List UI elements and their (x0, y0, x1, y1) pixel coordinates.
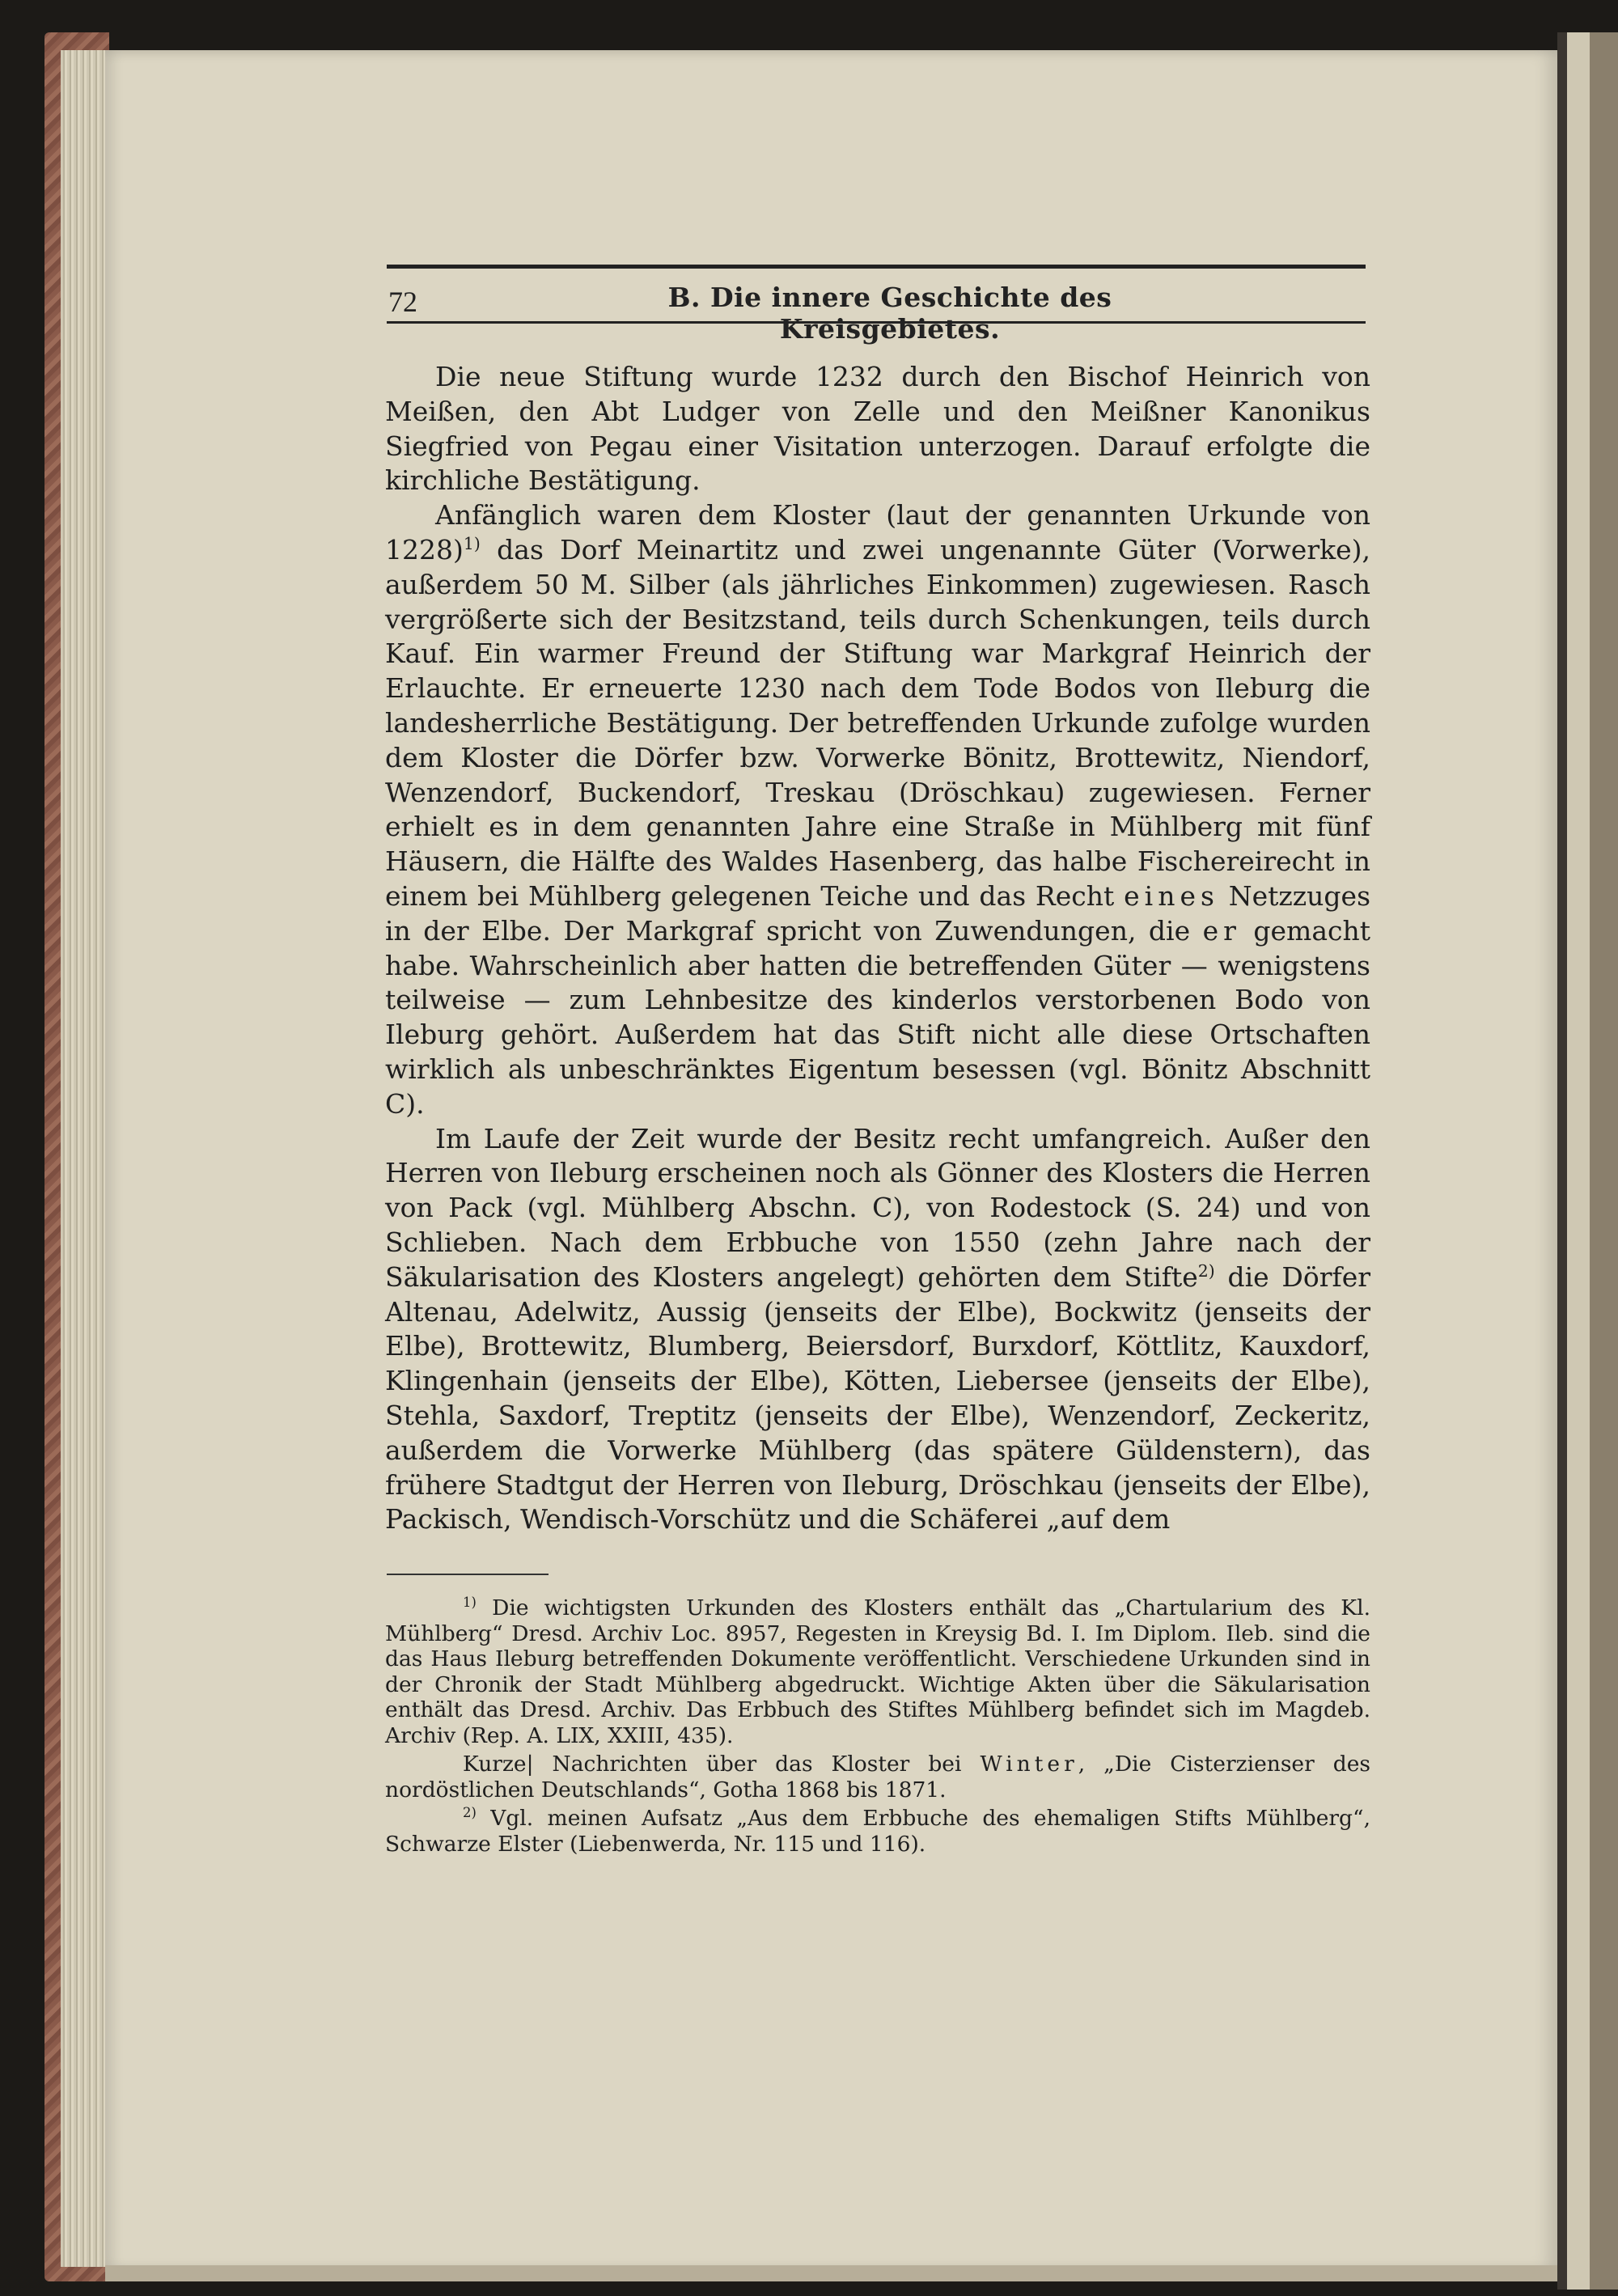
footnote-1-marker: 1) (463, 1595, 477, 1611)
page-bottom-edge (105, 2265, 1557, 2281)
footnote-1b-part-a: Kurze| Nachrichten über das Kloster bei (463, 1752, 981, 1777)
footnote-1b-part-b: , „Die Cisterzienser des nordöstlichen Deutschlands“, Gotha 1868 bis 1871. (385, 1752, 1370, 1802)
header-rule-top (387, 265, 1366, 269)
paragraph-3-part-b: die Dörfer Altenau, Adelwitz, Aussig (jenseits der Elbe), Bockwitz (jenseits der Elbe), Brottewitz, Blumberg, Beiersdorf, Burxdorf, Köttlitz, Kauxdorf, Klingenhain (jenseits der Elbe), Kötten, Liebersee (jenseits der Elbe), Stehla, Saxdorf, Treptitz (jenseits der Elbe), Wenzendorf, Zeckeritz, außerdem die Vorwerke Mühlberg (das spätere Güldenstern), das frühere Stadtgut der Herren von Ileburg, Dröschkau (jenseits der Elbe), Packisch, Wendisch-Vorschütz und die Schäferei „auf dem (385, 1260, 1370, 1536)
emphasis-winter: Winter (980, 1752, 1078, 1777)
footnote-rule (387, 1574, 549, 1575)
footnote-1-continued (385, 1752, 1370, 1802)
paragraph-2 (385, 498, 1370, 1121)
footnote-ref-2: 2) (1197, 1260, 1215, 1281)
running-title: B. Die innere Geschichte des Kreisgebietes. (667, 282, 1112, 345)
emphasis-eines: eines (1124, 879, 1219, 912)
footnote-1-text: Die wichtigsten Urkunden des Klosters enthält das „Chartularium des Kl. Mühlberg“ Dresd. Archiv Loc. 8957, Regesten in Kreysig Bd. I. Im Diplom. Ileb. sind die das Haus Ileburg betreffenden Dokumente veröffentlicht. Verschiedene Urkunden sind in der Chronik der Stadt Mühlberg abgedruckt. Wichtige Akten über die Säkularisation enthält das Dresd. Archiv. Das Erbbuch des Stiftes Mühlberg befindet sich im Magdeb. Archiv (Rep. A. LIX, XXIII, 435). (385, 1595, 1370, 1748)
paragraph-3-part-a: Im Laufe der Zeit wurde der Besitz recht umfangreich. Außer den Herren von Ileburg erscheinen noch als Gönner des Klosters die Herren von Pack (vgl. Mühlberg Abschn. C), von Rodestock (S. 24) und von Schlieben. Nach dem Erbbuche von 1550 (zehn Jahre nach der Säkularisation des Klosters angelegt) gehörten dem Stifte (385, 1122, 1370, 1293)
emphasis-er: er (1202, 914, 1241, 947)
footnote-2-text: Vgl. meinen Aufsatz „Aus dem Erbbuche des ehemaligen Stifts Mühlberg“, Schwarze Elster (Liebenwerda, Nr. 115 und 116). (385, 1806, 1370, 1857)
footnote-2-marker: 2) (463, 1805, 477, 1821)
footnote-1 (385, 1595, 1370, 1748)
footnote-2 (385, 1806, 1370, 1857)
book-cover-right (1557, 32, 1618, 2290)
paragraph-2-part-a: Anfänglich waren dem Kloster (laut der genannten Urkunde von 1228) (385, 499, 1370, 566)
paragraph-2-part-d: gemacht habe. Wahrscheinlich aber hatten die betreffenden Güter — wenigstens teilweise — zum Lehnbesitze des kinderlos verstorbenen Bodo von Ileburg gehört. Außerdem hat das Stift nicht alle diese Ortschaften wirklich als unbeschränktes Eigentum besessen (vgl. Bönitz Abschnitt C). (385, 914, 1370, 1120)
paragraph-1: Die neue Stiftung wurde 1232 durch den Bischof Heinrich von Meißen, den Abt Ludger von Zelle und den Meißner Kanonikus Siegfried von Pegau einer Visitation unterzogen. Darauf erfolgte die kirchliche Bestätigung. (385, 361, 1370, 497)
footnote-ref-1: 1) (463, 533, 481, 553)
footnotes (385, 1595, 1370, 1860)
body-text (385, 360, 1370, 1537)
paragraph-2-part-b: das Dorf Meinartitz und zwei ungenannte Güter (Vorwerke), außerdem 50 M. Silber (als jährliches Einkommen) zugewiesen. Rasch vergrößerte sich der Besitzstand, teils durch Schenkungen, teils durch Kauf. Ein warmer Freund der Stiftung war Markgraf Heinrich der Erlauchte. Er erneuerte 1230 nach dem Tode Bodos von Ileburg die landesherrliche Bestätigung. Der betreffenden Urkunde zufolge wurden dem Kloster die Dörfer bzw. Vorwerke Bönitz, Brottewitz, Niendorf, Wenzendorf, Buckendorf, Treskau (Dröschkau) zugewiesen. Ferner erhielt es in dem genannten Jahre eine Straße in Mühlberg mit fünf Häusern, die Hälfte des Waldes Hasenberg, das halbe Fischereirecht in einem bei Mühlberg gelegenen Teiche und das Recht (385, 533, 1370, 912)
header-rule-bottom (387, 321, 1366, 324)
paragraph-3 (385, 1122, 1370, 1538)
page-number: 72 (388, 286, 417, 318)
paragraph-2-part-c: Netzzuges in der Elbe. Der Markgraf spricht von Zuwendungen, die (385, 879, 1370, 947)
